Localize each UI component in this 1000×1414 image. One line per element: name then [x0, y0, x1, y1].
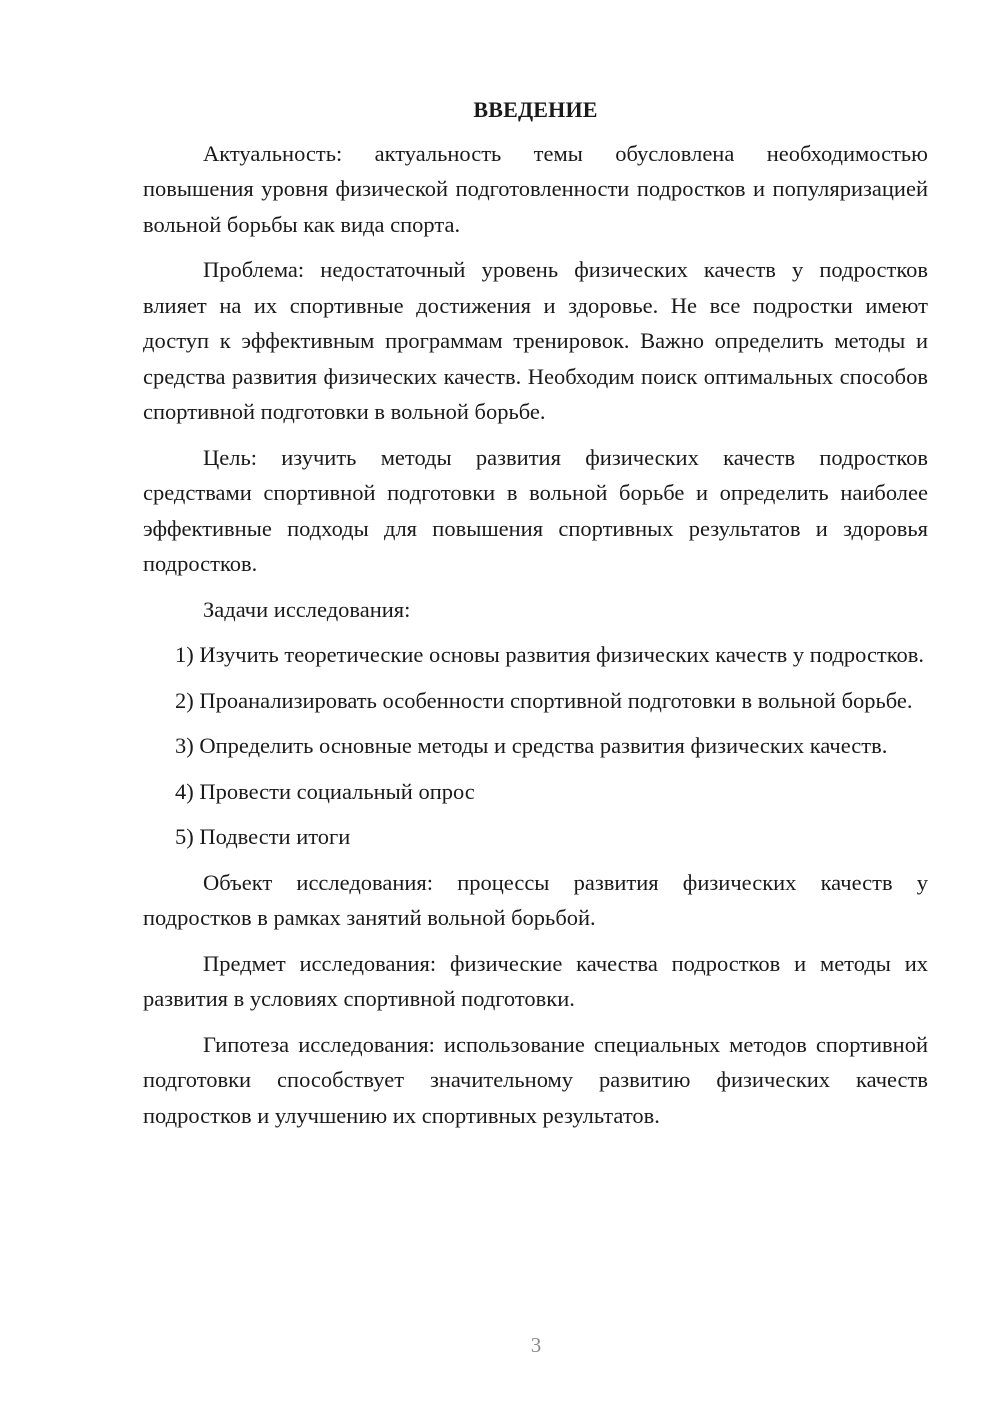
task-item-5: 5) Подвести итоги: [175, 824, 351, 849]
goal-paragraph: Цель: изучить методы развития физических качеств подростков средствами спортивной подготовки в вольной борьбе и определить наиболее эффективные подходы для повышения спортивных результатов и здоровья подростков.: [143, 444, 928, 576]
relevance-paragraph: Актуальность: актуальность темы обусловлена необходимостью повышения уровня физической подготовленности подростков и популяризацией вольной борьбы как вида спорта.: [143, 140, 928, 237]
section-title: ВВЕДЕНИЕ: [473, 97, 598, 122]
task-item-3: 3) Определить основные методы и средства развития физических качеств.: [175, 733, 888, 758]
task-item-2: 2) Проанализировать особенности спортивной подготовки в вольной борьбе.: [175, 687, 913, 713]
document-page: [143, 92, 928, 1143]
problem-paragraph: Проблема: недостаточный уровень физических качеств у подростков влияет на их спортивные достижения и здоровье. Не все подростки имеют доступ к эффективным программам тренировок. Важно определить методы и средства развития физических качеств. Необходим поиск оптимальных способов спортивной подготовки в вольной борьбе.: [143, 257, 928, 424]
object-paragraph: Объект исследования: процессы развития физических качеств у подростков в рамках занятий вольной борьбой.: [143, 869, 928, 930]
hypothesis-paragraph: Гипотеза исследования: использование специальных методов спортивной подготовки способствует значительному развитию физических качеств подростков и улучшению их спортивных результатов.: [143, 1031, 928, 1128]
task-item-4: 4) Провести социальный опрос: [175, 778, 475, 804]
page-number: 3: [530, 1333, 542, 1357]
subject-paragraph: Предмет исследования: физические качества подростков и методы их развития в условиях спортивной подготовки.: [143, 950, 928, 1011]
tasks-heading: Задачи исследования:: [203, 596, 411, 622]
task-item-1: 1) Изучить теоретические основы развития физических качеств у подростков.: [175, 642, 925, 667]
